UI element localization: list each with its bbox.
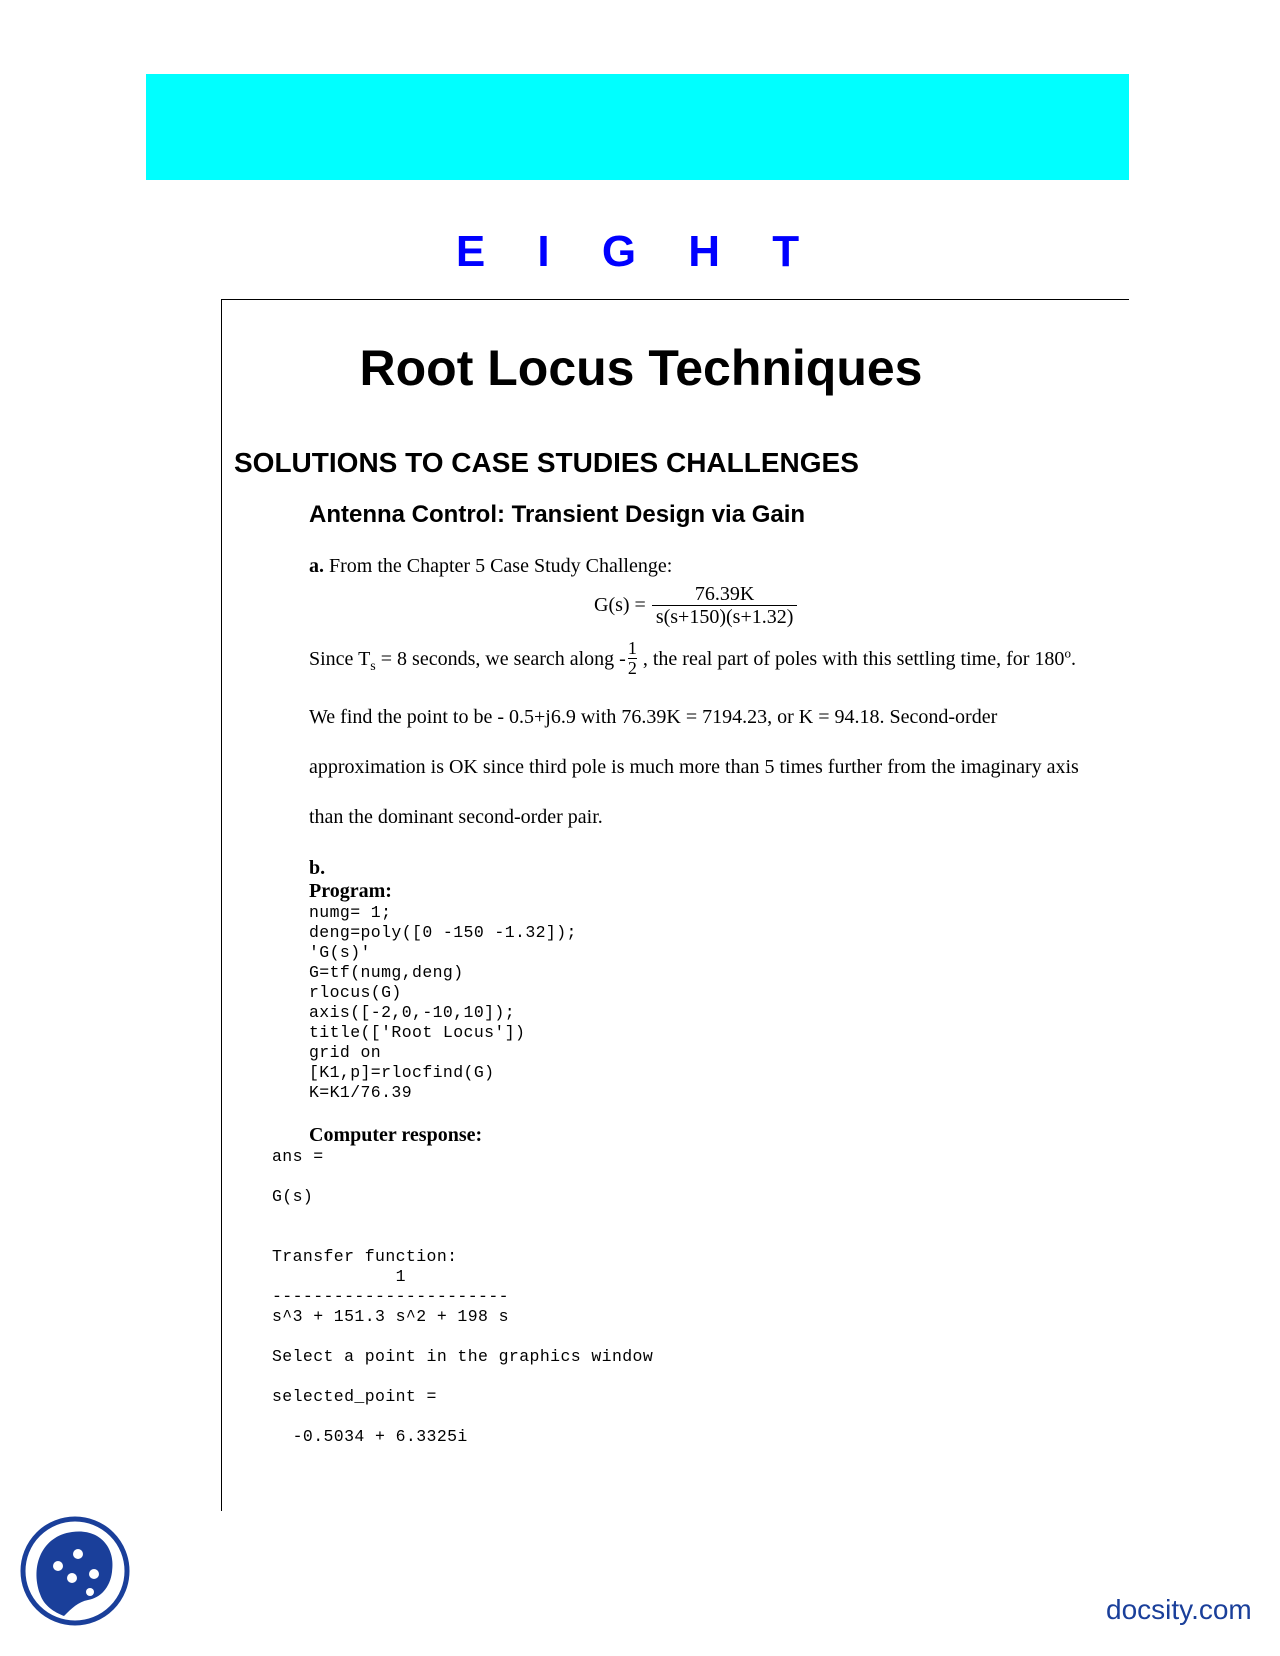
half-numerator: 1 [627,638,637,658]
gs-denominator: s(s+150)(s+1.32) [652,605,798,628]
gs-lhs: G(s) = [594,593,646,616]
gs-fraction [652,583,798,628]
since-pre: Since T [309,648,371,671]
subsection-heading: Antenna Control: Transient Design via Gain [309,501,806,528]
frame-left-rule [221,299,222,1511]
half-denominator: 2 [627,658,637,678]
degree-mark: o [1064,645,1071,661]
docsity-logo-icon [20,1516,130,1626]
chapter-number: E I G H T [455,227,820,276]
one-half-fraction [628,639,637,678]
program-code: numg= 1; deng=poly([0 -150 -1.32]); 'G(s)' G=tf(numg,deng) rlocus(G) axis([-2,0,-10,10]); title(['Root Locus']) grid on [K1,p]=rlocfind(G) K=K1/76.39 [309,903,577,1102]
since-end: . [1070,648,1076,671]
part-a-label: a. [309,555,324,577]
since-mid: = 8 seconds, we search along - [380,648,626,671]
program-label: Program: [309,880,392,902]
part-b-label: b. [309,857,326,879]
gs-numerator: 76.39K [694,582,755,605]
paragraph-line: approximation is OK since third pole is much more than 5 times further from the imaginary axis [309,756,1079,778]
header-band [146,74,1129,180]
frame-top-rule [221,299,1129,300]
paragraph-line: than the dominant second-order pair. [309,806,603,828]
docsity-watermark[interactable]: docsity.com [1106,1594,1252,1625]
since-sub: s [370,659,376,675]
part-a-intro-text: From the Chapter 5 Case Study Challenge: [329,555,673,577]
computer-response-output: ans = G(s) Transfer function: 1 ----------------------- s^3 + 151.3 s^2 + 198 s Select a point in the graphics window selected_point = -0.5034 + 6.3325i [272,1147,654,1446]
settling-time-sentence [309,638,1076,680]
page-title: Root Locus Techniques [359,340,923,396]
transfer-function-equation [594,580,797,630]
section-heading: SOLUTIONS TO CASE STUDIES CHALLENGES [234,447,859,478]
paragraph-line: We find the point to be - 0.5+j6.9 with 76.39K = 7194.23, or K = 94.18. Second-order [309,706,998,728]
since-post: , the real part of poles with this settling time, for 180 [642,648,1065,671]
computer-response-label: Computer response: [309,1124,483,1146]
part-a-intro [309,554,672,578]
